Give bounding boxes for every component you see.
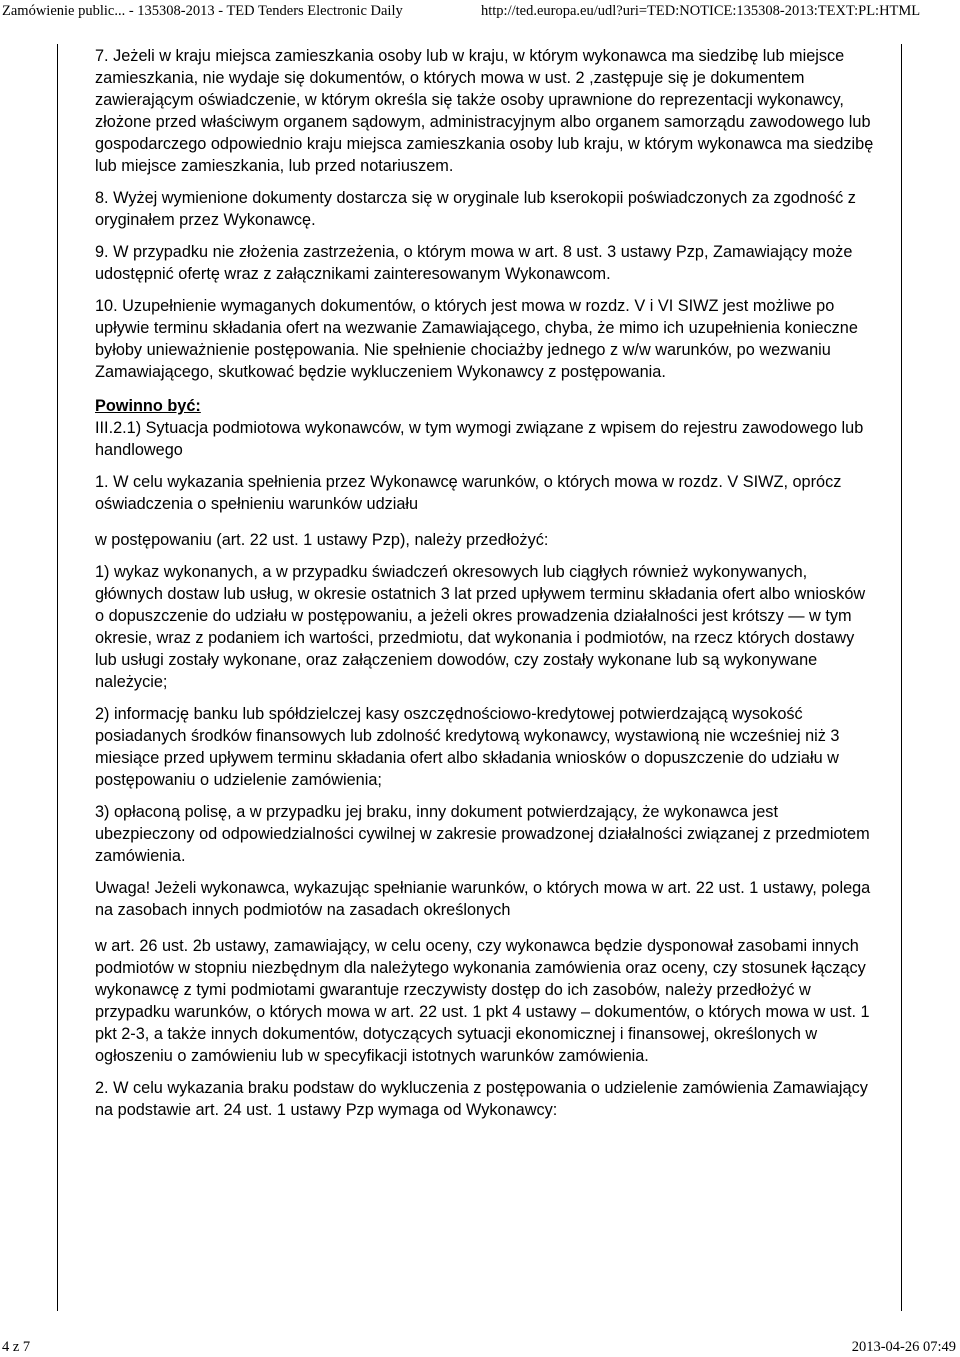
page-title: Zamówienie public... - 135308-2013 - TED Tenders Electronic Daily	[2, 3, 403, 19]
paragraph-9: 9. W przypadku nie złożenia zastrzeżenia, o którym mowa w art. 8 ust. 3 ustawy Pzp, Zamawiający może udostępnić ofertę wraz z załącznikami zainteresowanym Wykonawcom.	[95, 243, 853, 283]
right-border-line	[901, 44, 902, 1311]
note-intro: Uwaga! Jeżeli wykonawca, wykazując spełnianie warunków, o których mowa w art. 22 ust. 1 ustawy, polega na zasobach innych podmiotów na zasadach określonych	[95, 879, 871, 919]
list-item-1: 1) wykaz wykonanych, a w przypadku świadczeń okresowych lub ciągłych również wykonywanych, głównych dostaw lub usług, w okresie ostatnich 3 lat przed upływem terminu składania ofert albo wniosków o dopuszczenie do udziału w postępowaniu, a jeżeli okres prowadzenia działalności jest krótszy — w tym okresie, wraz z podaniem ich wartości, przedmiotu, dat wykonania i podmiotów, na rzecz których dostawy lub usługi zostały wykonane, oraz załączeniem dowodów, czy zostały wykonane lub są wykonywane należycie;	[95, 563, 866, 691]
requirement-1-intro: 1. W celu wykazania spełnienia przez Wykonawcę warunków, o których mowa w rozdz. V SIWZ, oprócz oświadczenia o spełnieniu warunków udziału	[95, 473, 842, 513]
page-url: http://ted.europa.eu/udl?uri=TED:NOTICE:135308-2013:TEXT:PL:HTML	[481, 3, 921, 19]
page-number: 4 z 7	[2, 1339, 31, 1355]
list-item-2: 2) informację banku lub spółdzielczej kasy oszczędnościowo-kredytowej potwierdzającą wysokość posiadanych środków finansowych lub zdolność kredytową wykonawcy, wystawioną nie wcześniej niż 3 miesiące przed upływem terminu składania ofert albo składania wniosków o dopuszczenie do udziału w postępowaniu o udzielenie zamówienia;	[95, 705, 840, 789]
section-heading: Powinno być:	[95, 397, 201, 415]
section-iii-2-1: III.2.1) Sytuacja podmiotowa wykonawców, w tym wymogi związane z wpisem do rejestru zawodowego lub handlowego	[95, 419, 864, 459]
document-body	[95, 45, 875, 1131]
note-continued: w art. 26 ust. 2b ustawy, zamawiający, w celu oceny, czy wykonawca będzie dysponował zasobami innych podmiotów w stopniu niezbędnym dla należytego wykonania zamówienia oraz oceny, czy stosunek łączący wykonawcę z tymi podmiotami gwarantuje rzeczywisty dostęp do ich zasobów, należy przedłożyć w przypadku warunków, o których mowa w art. 22 ust. 1 pkt 4 ustawy – dokumentów, o których mowa w ust. 1 pkt 2-3, a także innych dokumentów, dotyczących sytuacji ekonomicznej i finansowej, określonych w ogłoszeniu o zamówieniu lub w specyfikacji istotnych warunków zamówienia.	[95, 937, 870, 1065]
requirement-2: 2. W celu wykazania braku podstaw do wykluczenia z postępowania o udzielenie zamówienia Zamawiający na podstawie art. 24 ust. 1 ustawy Pzp wymaga od Wykonawcy:	[95, 1079, 868, 1119]
paragraph-7: 7. Jeżeli w kraju miejsca zamieszkania osoby lub w kraju, w którym wykonawca ma siedzibę lub miejsce zamieszkania, nie wydaje się dokumentów, o których mowa w ust. 2 ,zastępuje się je dokumentem zawierającym oświadczenie, w którym określa się także osoby uprawnione do reprezentacji wykonawcy, złożone przed właściwym organem sądowym, administracyjnym albo organem samorządu zawodowego lub gospodarczego odpowiednio kraju miejsca zamieszkania osoby lub kraju, w którym wykonawca ma siedzibę lub miejsce zamieszkania, lub przed notariuszem.	[95, 47, 874, 175]
list-item-3: 3) opłaconą polisę, a w przypadku jej braku, inny dokument potwierdzający, że wykonawca jest ubezpieczony od odpowiedzialności cywilnej w zakresie prowadzonej działalności związanej z przedmiotem zamówienia.	[95, 803, 870, 865]
print-header	[0, 0, 960, 22]
left-border-line	[57, 44, 58, 1311]
paragraph-10: 10. Uzupełnienie wymaganych dokumentów, o których jest mowa w rozdz. V i VI SIWZ jest możliwe po upływie terminu składania ofert na wezwanie Zamawiającego, chyba, że mimo ich uzupełnienia konieczne byłoby unieważnienie postępowania. Nie spełnienie chociażby jednego z w/w warunków, po wezwaniu Zamawiającego, skutkować będzie wykluczeniem Wykonawcy z postępowania.	[95, 297, 858, 381]
print-footer	[0, 1337, 960, 1357]
paragraph-8: 8. Wyżej wymienione dokumenty dostarcza się w oryginale lub kserokopii poświadczonych za zgodność z oryginałem przez Wykonawcę.	[95, 189, 856, 229]
requirement-1-continued: w postępowaniu (art. 22 ust. 1 ustawy Pzp), należy przedłożyć:	[95, 531, 549, 549]
print-datetime: 2013-04-26 07:49	[851, 1339, 956, 1355]
